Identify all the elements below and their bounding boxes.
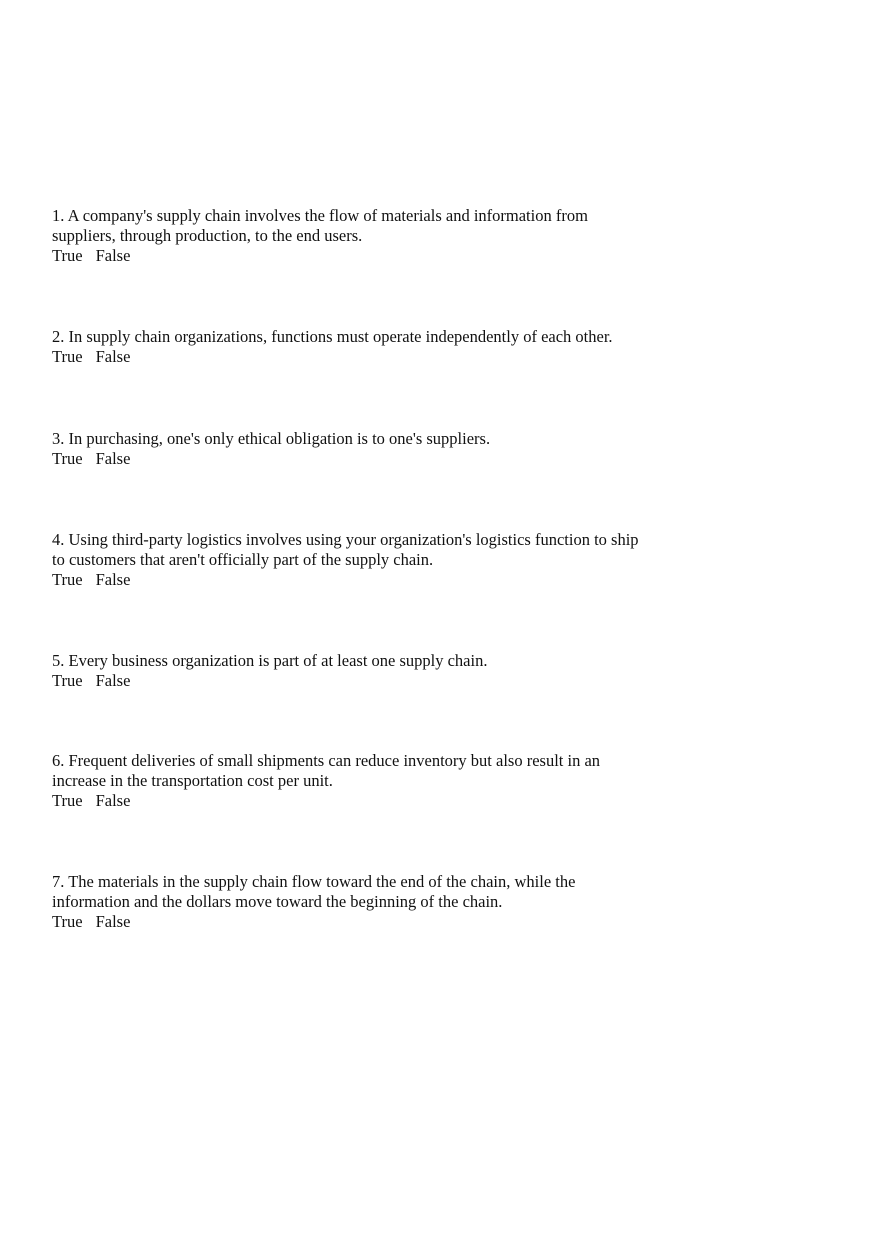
question-text-line: 3. In purchasing, one's only ethical obligation is to one's suppliers. (52, 429, 491, 448)
question-7 (52, 872, 692, 933)
true-option[interactable]: True (52, 791, 83, 811)
question-text-line: 5. Every business organization is part of at least one supply chain. (52, 651, 488, 670)
question-5 (52, 651, 692, 691)
question-text-line: information and the dollars move toward the beginning of the chain. (52, 892, 503, 912)
answer-options (52, 791, 692, 811)
question-2 (52, 327, 692, 367)
question-text-line: 1. A company's supply chain involves the flow of materials and information from (52, 206, 588, 225)
false-option[interactable]: False (95, 449, 131, 469)
false-option[interactable]: False (95, 671, 131, 691)
answer-options (52, 246, 692, 266)
answer-options (52, 570, 692, 590)
question-6 (52, 751, 692, 812)
question-3 (52, 429, 692, 469)
question-text-line: to customers that aren't officially part of the supply chain. (52, 550, 434, 570)
question-text-line: suppliers, through production, to the end users. (52, 226, 363, 246)
answer-options (52, 347, 692, 367)
answer-options (52, 912, 692, 932)
false-option[interactable]: False (95, 791, 131, 811)
question-text-line: 6. Frequent deliveries of small shipments can reduce inventory but also result in an (52, 751, 601, 770)
true-option[interactable]: True (52, 570, 83, 590)
question-text-line: 7. The materials in the supply chain flow toward the end of the chain, while the (52, 872, 576, 891)
true-option[interactable]: True (52, 671, 83, 691)
answer-options (52, 671, 692, 691)
true-option[interactable]: True (52, 347, 83, 367)
true-option[interactable]: True (52, 246, 83, 266)
question-text-line: 2. In supply chain organizations, functions must operate independently of each other. (52, 327, 613, 346)
false-option[interactable]: False (95, 570, 131, 590)
question-4 (52, 530, 692, 591)
false-option[interactable]: False (95, 246, 131, 266)
question-text-line: increase in the transportation cost per unit. (52, 771, 333, 791)
answer-options (52, 449, 692, 469)
question-text-line: 4. Using third-party logistics involves using your organization's logistics function to ship (52, 530, 639, 549)
true-option[interactable]: True (52, 449, 83, 469)
false-option[interactable]: False (95, 912, 131, 932)
true-option[interactable]: True (52, 912, 83, 932)
question-1 (52, 206, 692, 267)
false-option[interactable]: False (95, 347, 131, 367)
